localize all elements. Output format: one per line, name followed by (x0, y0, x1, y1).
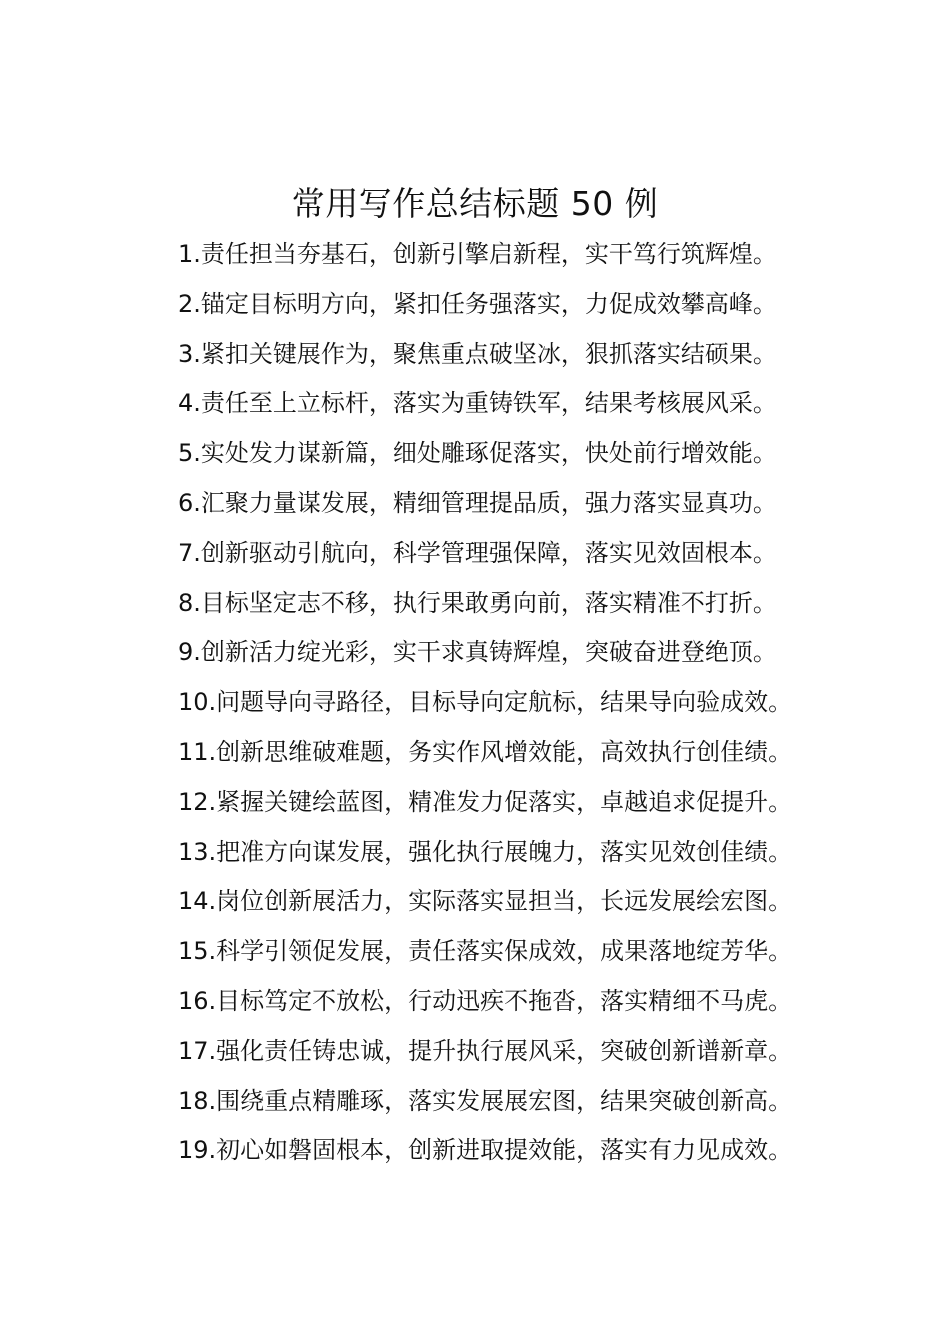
list-item: 18.围绕重点精雕琢，落实发展展宏图，结果突破创新高。 (178, 1086, 793, 1115)
list-item: 5.实处发力谋新篇，细处雕琢促落实，快处前行增效能。 (178, 439, 777, 468)
list-item: 3.紧扣关键展作为，聚焦重点破坚冰，狠抓落实结硕果。 (178, 339, 777, 368)
list-item: 14.岗位创新展活力，实际落实显担当，长远发展绘宏图。 (178, 887, 793, 916)
list-item: 2.锚定目标明方向，紧扣任务强落实，力促成效攀高峰。 (178, 289, 777, 318)
title-list (178, 230, 792, 1176)
list-item: 9.创新活力绽光彩，实干求真铸辉煌，突破奋进登绝顶。 (178, 638, 777, 667)
list-item: 13.把准方向谋发展，强化执行展魄力，落实见效创佳绩。 (178, 837, 793, 866)
list-item: 7.创新驱动引航向，科学管理强保障，落实见效固根本。 (178, 538, 777, 567)
list-item: 16.目标笃定不放松，行动迅疾不拖沓，落实精细不马虎。 (178, 986, 793, 1015)
list-item: 6.汇聚力量谋发展，精细管理提品质，强力落实显真功。 (178, 488, 777, 517)
list-item: 11.创新思维破难题，务实作风增效能，高效执行创佳绩。 (178, 737, 793, 766)
list-item: 19.初心如磐固根本，创新进取提效能，落实有力见成效。 (178, 1136, 793, 1165)
list-item: 8.目标坚定志不移，执行果敢勇向前，落实精准不打折。 (178, 588, 777, 617)
list-item: 17.强化责任铸忠诚，提升执行展风采，突破创新谱新章。 (178, 1036, 793, 1065)
document-title: 常用写作总结标题 50 例 (291, 184, 659, 223)
list-item: 12.紧握关键绘蓝图，精准发力促落实，卓越追求促提升。 (178, 787, 793, 816)
list-item: 10.问题导向寻路径，目标导向定航标，结果导向验成效。 (178, 688, 793, 717)
list-item: 1.责任担当夯基石，创新引擎启新程，实干笃行筑辉煌。 (178, 240, 777, 268)
list-item: 15.科学引领促发展，责任落实保成效，成果落地绽芳华。 (178, 937, 793, 966)
list-item: 4.责任至上立标杆，落实为重铸铁军，结果考核展风采。 (178, 389, 777, 418)
